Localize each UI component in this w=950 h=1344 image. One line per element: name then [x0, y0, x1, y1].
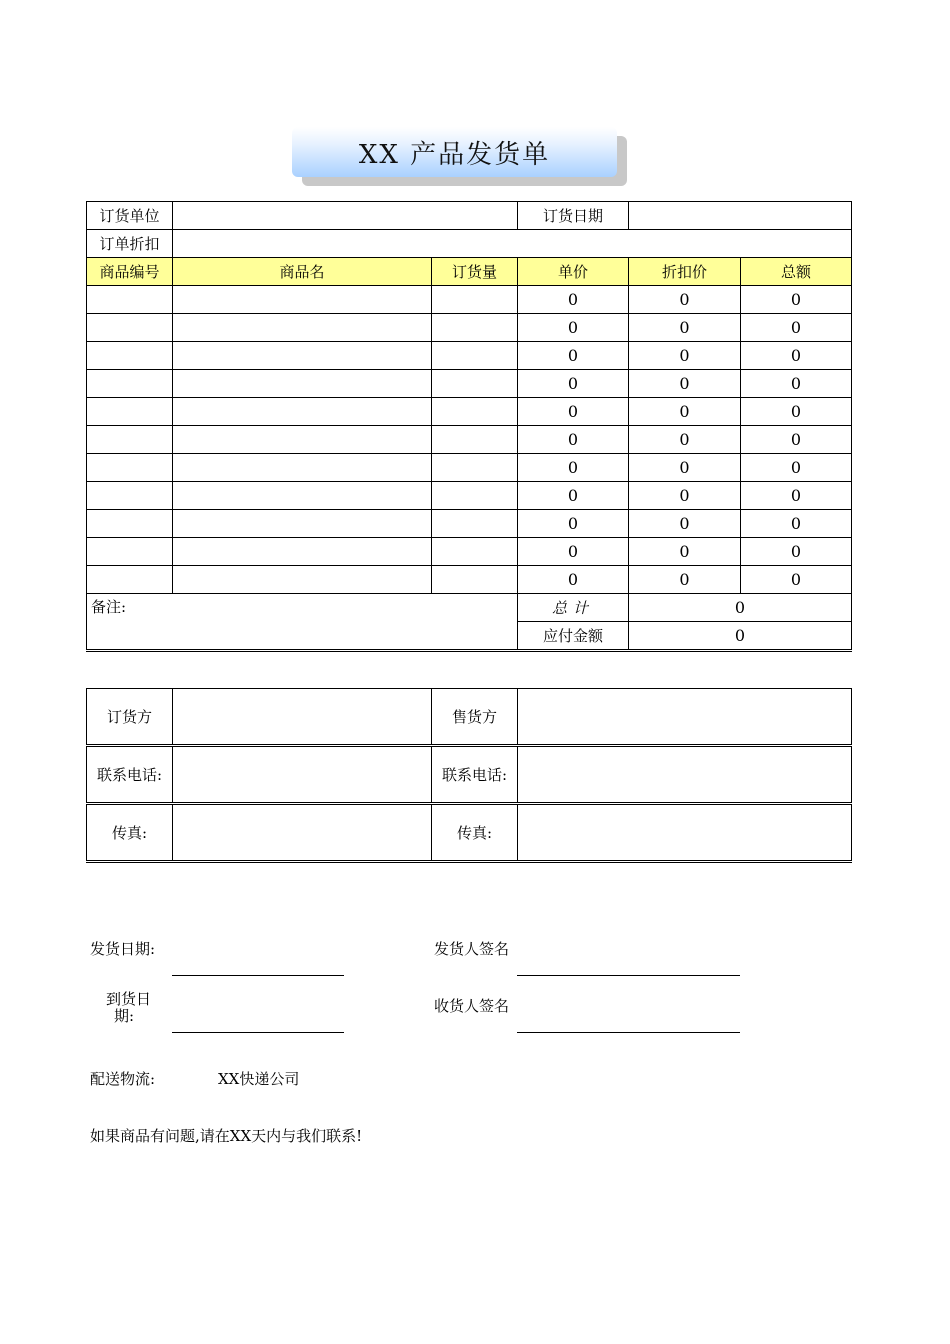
col-header-discount-price: 折扣价 [629, 258, 741, 286]
logistics-value: XX快递公司 [218, 1070, 300, 1088]
product-id-cell[interactable] [87, 454, 173, 482]
buyer-phone-label: 联系电话: [87, 746, 173, 804]
product-id-cell[interactable] [87, 342, 173, 370]
party-row-phone [87, 746, 852, 804]
discount-label: 订单折扣 [87, 230, 173, 258]
buyer-field[interactable] [173, 689, 432, 746]
product-name-cell[interactable] [173, 426, 432, 454]
product-name-cell[interactable] [173, 510, 432, 538]
total-cell: 0 [741, 370, 852, 398]
seller-fax-field[interactable] [518, 804, 852, 862]
footer-note: 如果商品有问题,请在XX天内与我们联系! [90, 1127, 363, 1145]
product-name-cell[interactable] [173, 566, 432, 594]
col-header-product-id: 商品编号 [87, 258, 173, 286]
quantity-cell[interactable] [432, 398, 518, 426]
product-id-cell[interactable] [87, 566, 173, 594]
total-cell: 0 [741, 314, 852, 342]
discount-price-cell: 0 [629, 538, 741, 566]
seller-phone-label: 联系电话: [432, 746, 518, 804]
col-header-total: 总额 [741, 258, 852, 286]
col-header-product-name: 商品名 [173, 258, 432, 286]
unit-price-cell: 0 [518, 566, 629, 594]
column-header-row [87, 258, 852, 286]
col-header-unit-price: 单价 [518, 258, 629, 286]
subtotal-row [87, 594, 852, 622]
table-row [87, 482, 852, 510]
total-cell: 0 [741, 286, 852, 314]
notes-cell[interactable]: 备注: [87, 594, 518, 651]
quantity-cell[interactable] [432, 370, 518, 398]
order-table [86, 201, 852, 652]
product-name-cell[interactable] [173, 398, 432, 426]
party-row-fax [87, 804, 852, 862]
discount-price-cell: 0 [629, 370, 741, 398]
product-name-cell[interactable] [173, 370, 432, 398]
discount-field[interactable] [173, 230, 852, 258]
quantity-cell[interactable] [432, 510, 518, 538]
product-id-cell[interactable] [87, 426, 173, 454]
table-row [87, 454, 852, 482]
unit-price-cell: 0 [518, 426, 629, 454]
col-header-quantity: 订货量 [432, 258, 518, 286]
discount-price-cell: 0 [629, 566, 741, 594]
unit-price-cell: 0 [518, 342, 629, 370]
seller-field[interactable] [518, 689, 852, 746]
table-row [87, 510, 852, 538]
unit-price-cell: 0 [518, 398, 629, 426]
table-row [87, 314, 852, 342]
payable-value: 0 [629, 622, 852, 651]
party-table [86, 688, 852, 863]
buyer-fax-label: 传真: [87, 804, 173, 862]
product-name-cell[interactable] [173, 314, 432, 342]
unit-price-cell: 0 [518, 286, 629, 314]
product-id-cell[interactable] [87, 538, 173, 566]
unit-price-cell: 0 [518, 510, 629, 538]
quantity-cell[interactable] [432, 342, 518, 370]
product-name-cell[interactable] [173, 342, 432, 370]
total-cell: 0 [741, 398, 852, 426]
quantity-cell[interactable] [432, 454, 518, 482]
discount-price-cell: 0 [629, 286, 741, 314]
quantity-cell[interactable] [432, 286, 518, 314]
table-row [87, 566, 852, 594]
discount-price-cell: 0 [629, 454, 741, 482]
quantity-cell[interactable] [432, 482, 518, 510]
quantity-cell[interactable] [432, 314, 518, 342]
order-date-field[interactable] [629, 202, 852, 230]
page-title: XX 产品发货单 [292, 127, 617, 177]
discount-price-cell: 0 [629, 342, 741, 370]
product-id-cell[interactable] [87, 370, 173, 398]
table-row [87, 538, 852, 566]
quantity-cell[interactable] [432, 538, 518, 566]
unit-price-cell: 0 [518, 314, 629, 342]
total-cell: 0 [741, 342, 852, 370]
unit-price-cell: 0 [518, 482, 629, 510]
total-cell: 0 [741, 454, 852, 482]
total-cell: 0 [741, 482, 852, 510]
order-unit-field[interactable] [173, 202, 518, 230]
ship-date-line[interactable] [172, 975, 344, 976]
order-unit-label: 订货单位 [87, 202, 173, 230]
discount-row [87, 230, 852, 258]
discount-price-cell: 0 [629, 510, 741, 538]
total-cell: 0 [741, 426, 852, 454]
buyer-fax-field[interactable] [173, 804, 432, 862]
discount-price-cell: 0 [629, 398, 741, 426]
product-id-cell[interactable] [87, 398, 173, 426]
product-id-cell[interactable] [87, 510, 173, 538]
arrival-date-label-line1: 到货日 [106, 990, 152, 1008]
buyer-phone-field[interactable] [173, 746, 432, 804]
product-name-cell[interactable] [173, 454, 432, 482]
product-name-cell[interactable] [173, 538, 432, 566]
product-id-cell[interactable] [87, 314, 173, 342]
discount-price-cell: 0 [629, 482, 741, 510]
shipper-sign-line[interactable] [517, 975, 740, 976]
table-row [87, 286, 852, 314]
subtotal-value: 0 [629, 594, 852, 622]
product-name-cell[interactable] [173, 482, 432, 510]
product-id-cell[interactable] [87, 286, 173, 314]
receiver-sign-label: 收货人签名 [434, 997, 510, 1015]
quantity-cell[interactable] [432, 566, 518, 594]
order-unit-row [87, 202, 852, 230]
unit-price-cell: 0 [518, 454, 629, 482]
logistics-label: 配送物流: [90, 1070, 156, 1088]
seller-fax-label: 传真: [432, 804, 518, 862]
unit-price-cell: 0 [518, 370, 629, 398]
discount-price-cell: 0 [629, 426, 741, 454]
order-date-label: 订货日期 [518, 202, 629, 230]
total-cell: 0 [741, 510, 852, 538]
buyer-label: 订货方 [87, 689, 173, 746]
arrival-date-line[interactable] [172, 1032, 344, 1033]
quantity-cell[interactable] [432, 426, 518, 454]
discount-price-cell: 0 [629, 314, 741, 342]
payable-label: 应付金额 [518, 622, 629, 651]
shipper-sign-label: 发货人签名 [434, 940, 510, 958]
total-cell: 0 [741, 538, 852, 566]
product-id-cell[interactable] [87, 482, 173, 510]
arrival-date-label-line2: 期: [114, 1007, 135, 1025]
table-row [87, 398, 852, 426]
table-row [87, 370, 852, 398]
product-name-cell[interactable] [173, 286, 432, 314]
seller-label: 售货方 [432, 689, 518, 746]
table-row [87, 426, 852, 454]
table-row [87, 342, 852, 370]
ship-date-label: 发货日期: [90, 940, 156, 958]
unit-price-cell: 0 [518, 538, 629, 566]
total-cell: 0 [741, 566, 852, 594]
party-row-name [87, 689, 852, 746]
seller-phone-field[interactable] [518, 746, 852, 804]
subtotal-label: 总计 [518, 594, 629, 622]
receiver-sign-line[interactable] [517, 1032, 740, 1033]
